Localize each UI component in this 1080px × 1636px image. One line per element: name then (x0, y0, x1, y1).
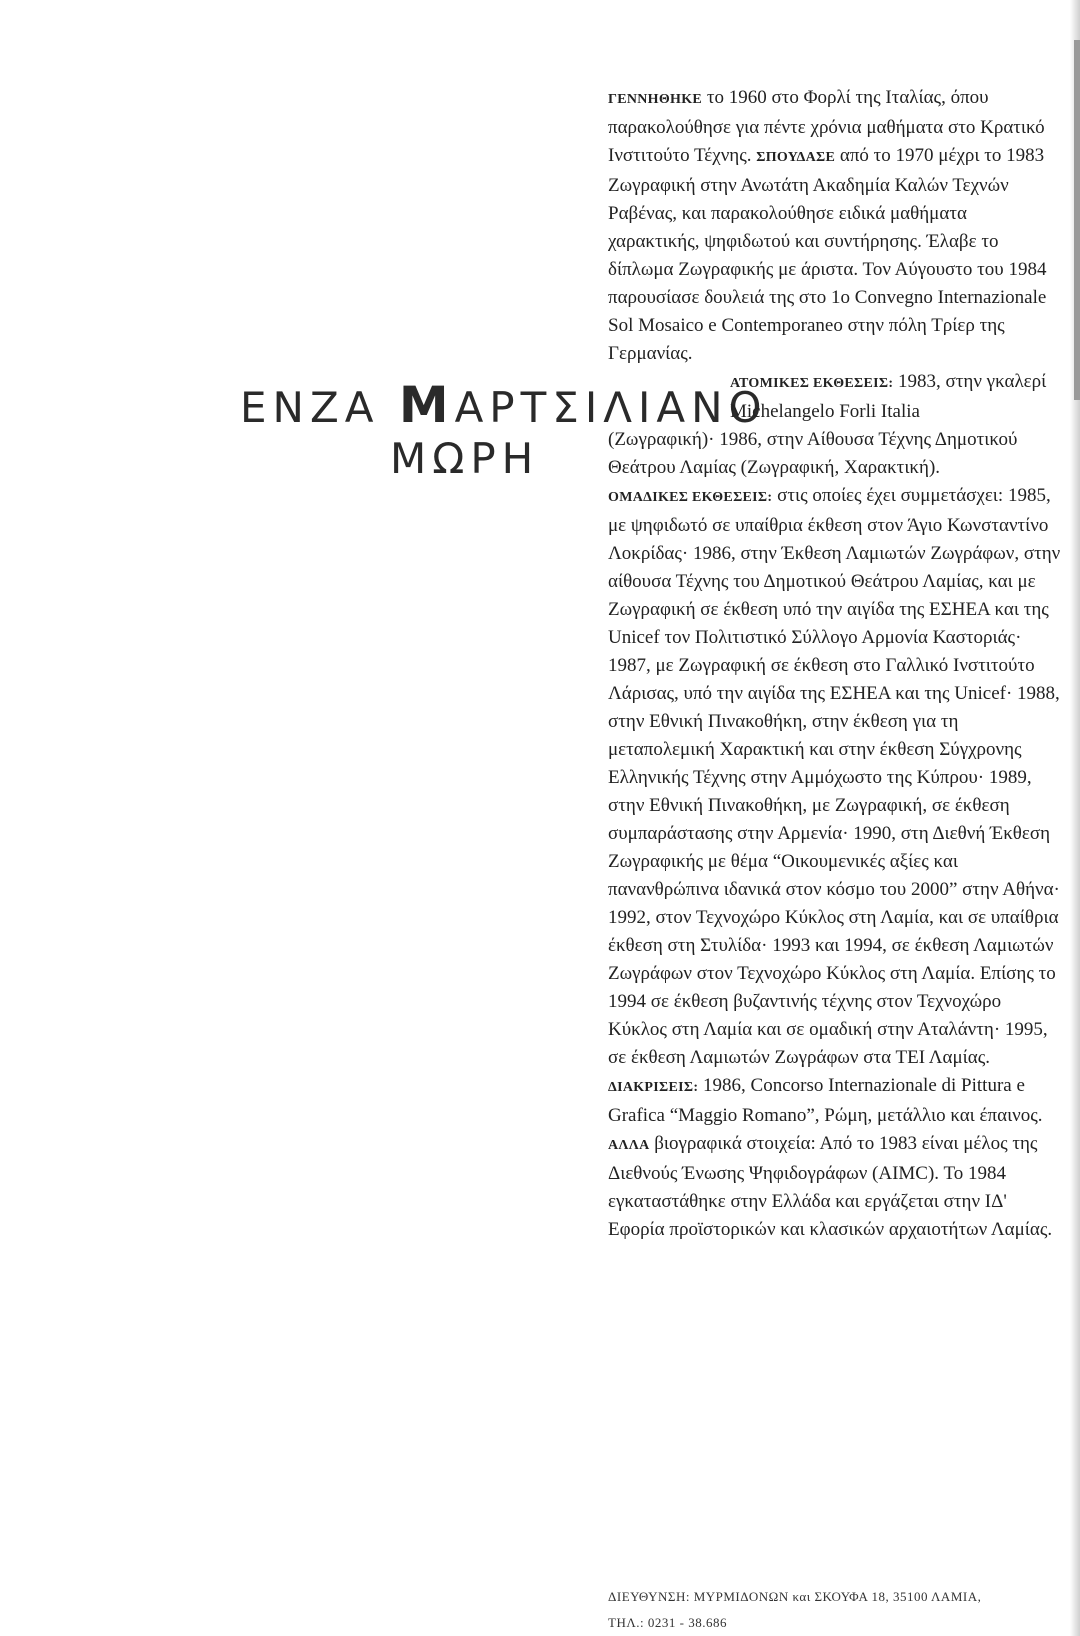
text-solo-exhibitions-a: 1983, στην γκαλερί Michelangelo Forli Italia (730, 371, 1047, 422)
artist-name (240, 376, 768, 483)
contact-footer (608, 1584, 1038, 1636)
text-studies: από το 1970 μέχρι το 1983 Ζωγραφική στην Ανωτάτη Ακαδημία Καλών Τεχνών Ραβένας, και παρακολούθησε ειδικά μαθήματα χαρακτικής, ψηφιδωτού και συντήρησης. Έλαβε το δίπλωμα Ζωγραφικής με άριστα. Τον Αύγουστο του 1984 παρουσίασε δουλειά της στο 1o Convegno Internazionale Sol Mosaico e Contemporaneo στην πόλη Τρίερ της Γερμανίας. (608, 145, 1047, 364)
page-edge-shadow (1070, 0, 1080, 1636)
heading-solo-exhibitions: ΑΤΟΜΙΚΕΣ ΕΚΘΕΣΕΙΣ: (730, 376, 894, 391)
biography-text (608, 84, 1063, 1244)
text-born: το 1960 στο Φορλί της Ιταλίας, όπου παρακολούθησε για πέντε χρόνια μαθήματα στο Κρατικό Ινστιτούτο Τέχνης. (608, 87, 1045, 166)
heading-studies: ΣΠΟΥΔΑΣΕ (756, 150, 836, 165)
bio-solo-exhibitions-cont (608, 426, 1063, 482)
contact-address: ΔΙΕΥΘΥΝΣΗ: ΜΥΡΜΙΔΟΝΩΝ και ΣΚΟΥΦΑ 18, 35100 ΛΑΜΙΑ, (608, 1589, 982, 1604)
heading-other: ΑΛΛΑ (608, 1138, 650, 1153)
name-rest: ΑΡΤΣΙΛΙΑΝΟ (454, 383, 768, 432)
text-group-exhibitions: στις οποίες έχει συμμετάσχει: 1985, με ψηφιδωτό σε υπαίθρια έκθεση στον Άγιο Κωνσταντίνο Λοκρίδας· 1986, στην Έκθεση Λαμιωτών Ζωγράφων, στην αίθουσα Τέχνης του Δημοτικού Θεάτρου Λαμίας, και με Ζωγραφική σε έκθεση υπό την αιγίδα της ΕΣΗΕΑ και της Unicef τον Πολιτιστικό Σύλλογο Αρμονία Καστοριάς· 1987, με Ζωγραφική σε έκθεση στο Γαλλικό Ινστιτούτο Λάρισας, υπό την αιγίδα της ΕΣΗΕΑ και της Unicef· 1988, στην Εθνική Πινακοθήκη, στην έκθεση για τη μεταπολεμική Χαρακτική και στην έκθεση Σύγχρονης Ελληνικής Τέχνης στην Αμμόχωστο της Κύπρου· 1989, στην Εθνική Πινακοθήκη, με Ζωγραφική, σε έκθεση συμπαράστασης στην Αρμενία· 1990, στη Διεθνή Έκθεση Ζωγραφικής με θέμα “Οικουμενικές αξίες και πανανθρώπινα ιδανικά στον κόσμο του 2000” στην Αθήνα· 1992, στον Τεχνοχώρο Κύκλος στη Λαμία, και σε υπαίθρια έκθεση στη Στυλίδα· 1993 και 1994, σε έκθεση Λαμιωτών Ζωγράφων στον Τεχνοχώρο Κύκλος στη Λαμία. Επίσης το 1994 σε έκθεση βυζαντινής τέχνης στον Τεχνοχώρο Κύκλος στη Λαμία και σε ομαδική στην Αταλάντη· 1995, σε έκθεση Λαμιωτών Ζωγράφων στα ΤΕΙ Λαμίας. (608, 485, 1061, 1068)
heading-group-exhibitions: ΟΜΑΔΙΚΕΣ ΕΚΘΕΣΕΙΣ: (608, 490, 773, 505)
bio-awards-other (608, 1072, 1063, 1244)
bio-solo-exhibitions (608, 368, 1063, 426)
text-solo-exhibitions-b: (Ζωγραφική)· 1986, στην Αίθουσα Τέχνης Δημοτικού Θεάτρου Λαμίας (Ζωγραφική, Χαρακτική). (608, 429, 1018, 478)
heading-born: ΓΕΝΝΗΘΗΚΕ (608, 92, 703, 107)
artist-name-line1 (240, 376, 768, 434)
contact-phone: ΤΗΛ.: 0231 - 38.686 (608, 1615, 727, 1630)
heading-awards: ΔΙΑΚΡΙΣΕΙΣ: (608, 1080, 699, 1095)
bio-birth-studies (608, 84, 1063, 368)
text-awards: 1986, Concorso Internazionale di Pittura e Grafica “Maggio Romano”, Ρώμη, μετάλλιο και έπαινος. (608, 1075, 1043, 1126)
artist-name-line2: ΜΩΡΗ (390, 434, 540, 483)
text-other: βιογραφικά στοιχεία: Από το 1983 είναι μέλος της Διεθνούς Ένωσης Ψηφιδογράφων (AIMC). Το 1984 εγκαταστάθηκε στην Ελλάδα και εργάζεται στην ΙΔ' Εφορία προϊστορικών και κλασικών αρχαιοτήτων Λαμίας. (608, 1133, 1053, 1240)
page-edge-mark (1074, 40, 1080, 400)
name-prefix: ΕΝΖΑ (240, 383, 399, 432)
name-initial: Μ (398, 376, 455, 434)
bio-group-exhibitions (608, 482, 1063, 1072)
